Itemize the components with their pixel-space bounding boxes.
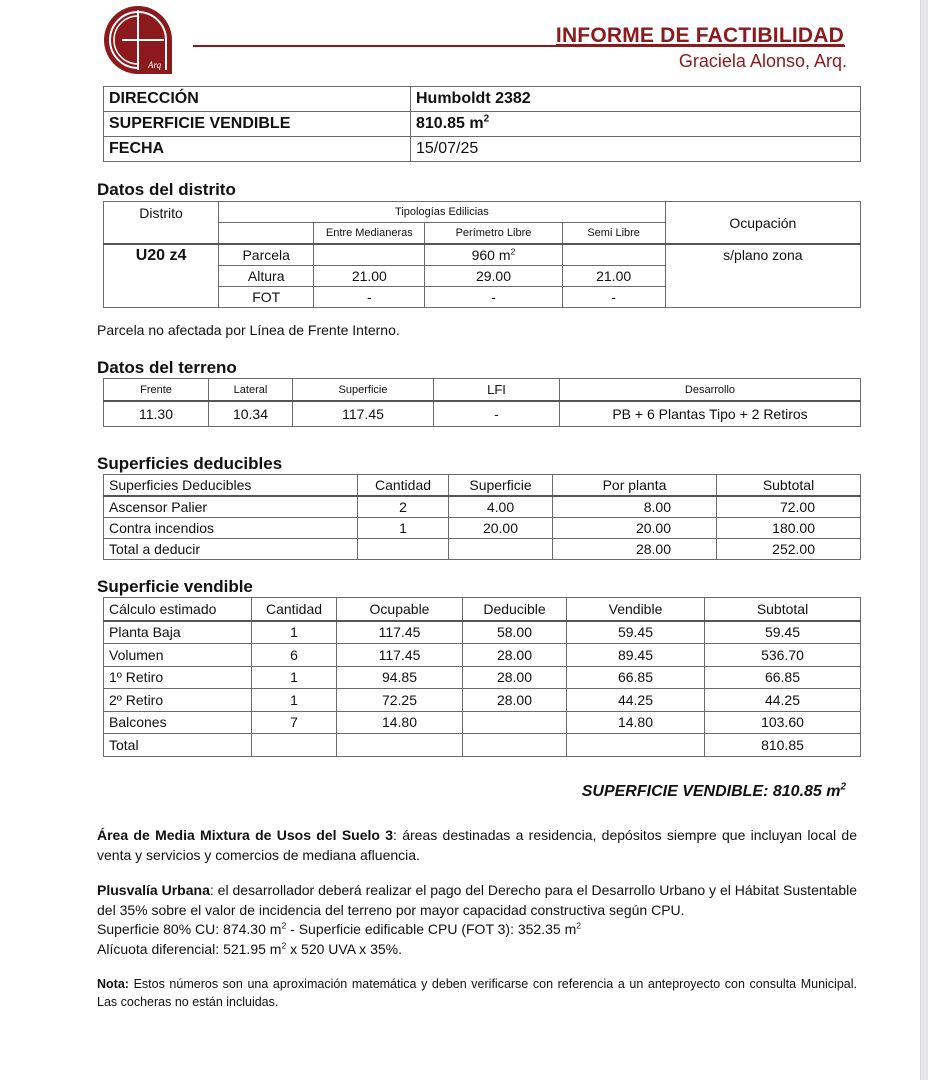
district-table: Distrito Tipologías Edilicias Ocupación Entre Medianeras Perímetro Libre Semi Libre U20 z4 Parcela 960 $m^2$ s/plano zona Altura 21.00 29.00 21.00 FOT - - - bbox=[103, 201, 861, 308]
report-title: INFORME DE FACTIBILIDAD bbox=[555, 24, 844, 47]
table-row bbox=[104, 137, 861, 162]
table-row: 1º Retiro 1 94.85 28.00 66.85 66.85 bbox=[104, 666, 861, 689]
svg-text:Arq: Arq bbox=[148, 60, 162, 70]
sellable-area-summary: SUPERFICIE VENDIBLE: 810.85 $m^2$ bbox=[581, 781, 846, 800]
zoning-paragraph: Área de Media Mixtura de Usos del Suelo 3: áreas destinadas a residencia, depósitos siempre que incluyan local de venta y servicios y comercios de mediana afluencia. bbox=[97, 827, 857, 863]
ga-logo-icon bbox=[102, 4, 174, 76]
surface-cu-line: Superficie 80% CU: 874.30 $m^2$ - Superficie edificable CPU (FOT 3): 352.35 $m^2$ bbox=[97, 920, 582, 937]
row-label-fot: FOT bbox=[219, 287, 314, 308]
subcol-entre-medianeras: Entre Medianeras bbox=[314, 223, 425, 245]
plusvalia-paragraph: Plusvalía Urbana: el desarrollador deberá realizar el pago del Derecho para el Desarrollo Urbano y el Hábitat Sustentable del 35% sobre el valor de incidencia del terreno por mayor capacidad constructiva según CPU. bbox=[97, 882, 858, 918]
table-row bbox=[104, 112, 861, 137]
col-tipologias: Tipologías Edilicias bbox=[219, 202, 666, 223]
table-row: Ascensor Palier 2 4.00 8.00 72.00 bbox=[104, 496, 861, 518]
lfi-note: Parcela no afectada por Línea de Frente Interno. bbox=[97, 322, 400, 338]
col-distrito: Distrito bbox=[104, 202, 219, 245]
table-row: 2º Retiro 1 72.25 28.00 44.25 44.25 bbox=[104, 689, 861, 712]
table-row-total: Total 810.85 bbox=[104, 734, 861, 757]
deductible-table: Superficies Deducibles Cantidad Superficie Por planta Subtotal Ascensor Palier 2 4.00 8.00 72.00 Contra incendios 1 20.00 20.00 180.00 Total a deducir 28.00 252.00 bbox=[103, 474, 861, 560]
page-edge-scrollbar bbox=[920, 0, 928, 1080]
heading-superficie-vendible: Superficie vendible bbox=[97, 577, 253, 596]
label-superficie-vendible: SUPERFICIE VENDIBLE bbox=[104, 112, 411, 137]
table-row bbox=[104, 87, 861, 112]
label-fecha: FECHA bbox=[104, 137, 411, 162]
table-row: Total a deducir 28.00 252.00 bbox=[104, 539, 861, 560]
heading-superficies-deducibles: Superficies deducibles bbox=[97, 454, 283, 473]
ocupacion-value: s/plano zona bbox=[665, 244, 860, 308]
value-direccion: Humboldt 2382 bbox=[411, 87, 861, 112]
col-ocupacion: Ocupación bbox=[665, 202, 860, 245]
disclaimer-note: Nota: Estos números son una aproximación matemática y deben verificarse con referencia a un anteproyecto con consulta Municipal. Las cocheras no están incluidas. bbox=[97, 977, 857, 1009]
table-row: Planta Baja 1 117.45 58.00 59.45 59.45 bbox=[104, 621, 861, 644]
district-code: U20 z4 bbox=[104, 244, 219, 308]
value-superficie-vendible: 810.85 $m^2$ bbox=[411, 112, 861, 137]
value-fecha: 15/07/25 bbox=[411, 137, 861, 162]
terrain-table: Frente Lateral Superficie LFI Desarrollo 11.30 10.34 117.45 - PB + 6 Plantas Tipo + 2 Retiros bbox=[103, 378, 861, 427]
table-row: Balcones 7 14.80 14.80 103.60 bbox=[104, 711, 861, 734]
row-label-altura: Altura bbox=[219, 266, 314, 287]
table-row: Volumen 6 117.45 28.00 89.45 536.70 bbox=[104, 644, 861, 667]
row-label-parcela: Parcela bbox=[219, 244, 314, 266]
heading-datos-terreno: Datos del terreno bbox=[97, 358, 237, 377]
parcela-perimetro-libre: 960 $m^2$ bbox=[425, 244, 562, 266]
subcol-perimetro-libre: Perímetro Libre bbox=[425, 223, 562, 245]
sellable-area-table: Cálculo estimado Cantidad Ocupable Deducible Vendible Subtotal Planta Baja 1 117.45 58.00 59.45 59.45 Volumen 6 117.45 28.00 89.45 536.70 1º Retiro 1 94.85 28.00 66.85 66.85 2º Retiro 1 72.25 28.00 44.25 44.25 Balcones 7 14.80 14.80 103.60 Total 810.85 bbox=[103, 597, 861, 757]
subcol-semi-libre: Semi Libre bbox=[562, 223, 665, 245]
table-row: Contra incendios 1 20.00 20.00 180.00 bbox=[104, 518, 861, 539]
author-name: Graciela Alonso, Arq. bbox=[678, 51, 847, 71]
summary-info-table bbox=[103, 86, 861, 162]
label-direccion: DIRECCIÓN bbox=[104, 87, 411, 112]
heading-datos-distrito: Datos del distrito bbox=[97, 180, 236, 199]
alicuota-line: Alícuota diferencial: 521.95 $m^2$ x 520 UVA x 35%. bbox=[97, 940, 402, 957]
